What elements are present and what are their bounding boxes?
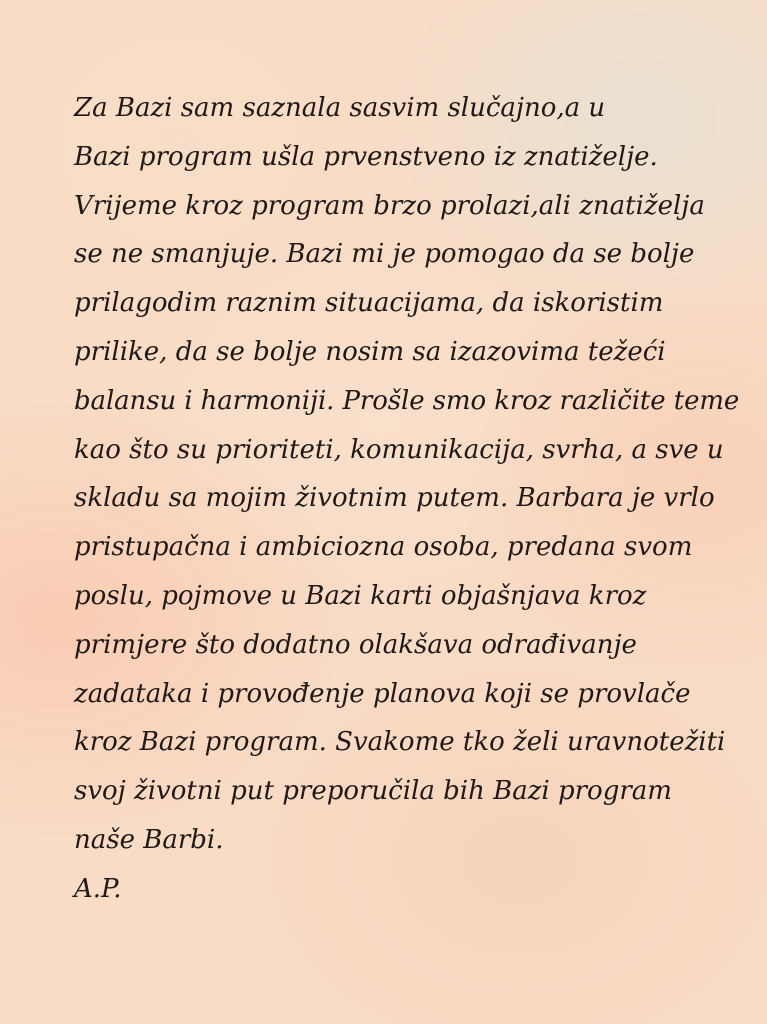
testimonial-line-7: balansu i harmoniji. Prošle smo kroz različite teme [74, 385, 740, 416]
testimonial-line-16: naše Barbi. [74, 824, 224, 855]
testimonial-line-3: Vrijeme kroz program brzo prolazi,ali znatiželja [74, 190, 705, 221]
testimonial-line-11: poslu, pojmove u Bazi karti objašnjava kroz [74, 580, 647, 611]
testimonial-line-13: zadataka i provođenje planova koji se provlače [74, 678, 691, 709]
testimonial-line-9: skladu sa mojim životnim putem. Barbara je vrlo [74, 483, 715, 514]
signature: A.P. [74, 873, 122, 904]
testimonial-line-1: Za Bazi sam saznala sasvim slučajno,a u [74, 93, 606, 123]
testimonial-line-10: pristupačna i ambiciozna osoba, predana svom [74, 532, 693, 563]
testimonial-line-12: primjere što dodatno olakšava odrađivanje [74, 629, 637, 660]
testimonial-line-2: Bazi program ušla prvenstveno iz znatiželje. [74, 141, 658, 172]
testimonial-line-4: se ne smanjuje. Bazi mi je pomogao da se bolje [74, 239, 695, 270]
testimonial-line-15: svoj životni put preporučila bih Bazi program [74, 776, 672, 807]
testimonial-line-5: prilagodim raznim situacijama, da iskoristim [74, 288, 664, 319]
testimonial-line-6: prilike, da se bolje nosim sa izazovima težeći [74, 336, 666, 367]
testimonial-line-14: kroz Bazi program. Svakome tko želi uravnotežiti [74, 727, 726, 758]
testimonial-text [74, 84, 740, 914]
testimonial-line-8: kao što su prioriteti, komunikacija, svrha, a sve u [74, 434, 724, 465]
